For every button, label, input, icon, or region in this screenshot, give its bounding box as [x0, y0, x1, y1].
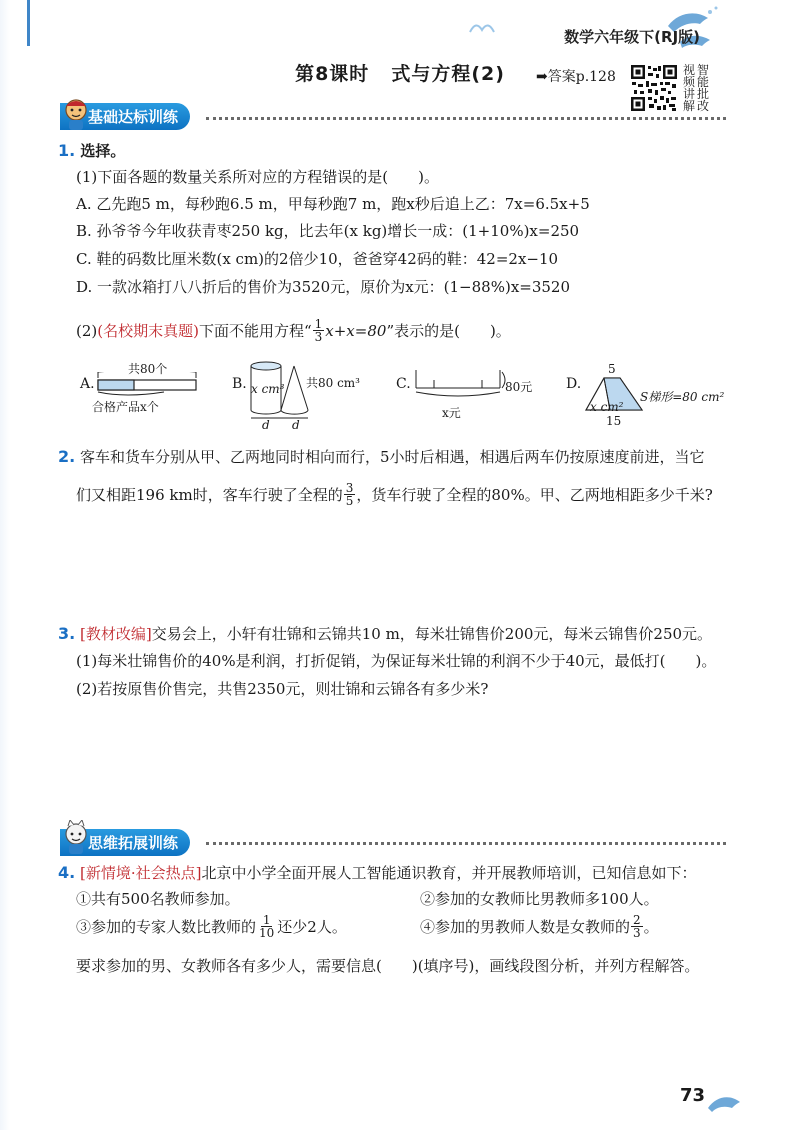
fraction: $\frac{1}{10}$ [259, 913, 275, 940]
q3-line1: 交易会上，小轩有壮锦和云锦共10 m，每米壮锦售价200元，每米云锦售价250元。 [151, 625, 713, 643]
figure-d-right: S梯形=80 cm² [640, 390, 725, 404]
figure-d-bottom: 15 [606, 414, 622, 428]
figure-a-top: 共80个 [128, 362, 168, 376]
q1-option-a[interactable]: A. 乙先跑5 m，每秒跑6.5 m，甲每秒跑7 m，跑x秒后追上乙：7x=6.5x+5 [76, 195, 590, 213]
left-edge-shade [0, 0, 10, 1130]
book-label: 数学六年级下(RJ版) [564, 28, 700, 46]
left-accent-line [27, 0, 30, 46]
question-4 [58, 862, 697, 884]
q4-info3: ③参加的专家人数比教师的 $\frac{1}{10}$ 还少2人。 [76, 913, 347, 940]
qr-caption: 视 智 频 能 讲 批 解 改 [682, 63, 709, 113]
lesson-number: 第8课时 [295, 63, 370, 85]
mascot-icon [60, 820, 92, 856]
section-basic-label: 基础达标训练 [60, 103, 190, 130]
question-number: 2. [58, 447, 76, 466]
dolphin-icon [704, 1090, 744, 1116]
page-title [0, 59, 800, 86]
figure-d-top: 5 [608, 362, 616, 376]
figure-a-label[interactable]: A. [80, 376, 95, 392]
figure-d-inner: x cm² [590, 400, 624, 414]
figure-c-label[interactable]: C. [396, 376, 411, 392]
question-3 [58, 623, 712, 645]
question-2 [58, 446, 705, 468]
q4-info4: ④参加的男教师人数是女教师的 $\frac{2}{3}$ 。 [420, 913, 659, 940]
figure-c-bar [412, 368, 508, 406]
q3-part2: (2)若按原售价售完，共售2350元，则壮锦和云锦各有多少米? [76, 680, 489, 698]
question-1 [58, 140, 125, 162]
question-stem: 选择。 [80, 142, 126, 160]
figure-c-right: 80元 [505, 380, 533, 394]
section-basic-divider [206, 117, 726, 120]
q2-line1: 客车和货车分别从甲、乙两地同时相向而行，5小时后相遇，相遇后两车仍按原速度前进，当它 [80, 448, 705, 466]
figure-c-bottom: x元 [442, 406, 461, 420]
question-number: 4. [58, 863, 76, 882]
qr-code-icon[interactable] [630, 64, 678, 112]
figure-b-right: 共80 cm³ [306, 376, 360, 390]
page-number: 73 [680, 1085, 706, 1106]
figure-a-bottom: 合格产品x个 [92, 400, 159, 414]
q4-info2: ②参加的女教师比男教师多100人。 [420, 890, 659, 908]
figure-a-bar [96, 372, 200, 398]
lesson-topic: 式与方程(2) [391, 63, 505, 85]
section-extend-label: 思维拓展训练 [60, 829, 190, 856]
fraction: $\frac{1}{3}$ [314, 317, 323, 344]
q1-option-b[interactable]: B. 孙爷爷今年收获青枣250 kg，比去年(x kg)增长一成：(1+10%)x=250 [76, 222, 580, 240]
q1-part1: (1)下面各题的数量关系所对应的方程错误的是( )。 [76, 168, 439, 186]
fraction: $\frac{2}{3}$ [633, 913, 641, 940]
question-number: 3. [58, 624, 76, 643]
q4-info1: ①共有500名教师参加。 [76, 890, 240, 908]
section-extend-divider [206, 842, 726, 845]
figure-b-d1: d [262, 418, 270, 432]
q4-ask: 要求参加的男、女教师各有多少人，需要信息( )(填序号)，画线段图分析，并列方程解答。 [76, 957, 700, 975]
mascot-icon [60, 96, 92, 132]
fraction: $\frac{3}{5}$ [345, 481, 354, 508]
figure-b-inner: x cm³ [251, 382, 285, 396]
q1-option-c[interactable]: C. 鞋的码数比厘米数(x cm)的2倍少10，爸爸穿42码的鞋：42=2x−10 [76, 250, 559, 268]
question-number: 1. [58, 141, 76, 160]
exam-tag: (名校期末真题) [97, 321, 199, 340]
q1-part2: (2) (名校期末真题) 下面不能用方程“ $\frac{1}{3}$ x+x=80 ”表示的是( )。 [76, 317, 511, 344]
q4-line1: 北京中小学全面开展人工智能通识教育，并开展教师培训，已知信息如下： [201, 864, 697, 882]
figure-d-label[interactable]: D. [566, 376, 582, 392]
figure-b-d2: d [292, 418, 300, 432]
q2-line2: 们又相距196 km时，客车行驶了全程的 $\frac{3}{5}$ ，货车行驶了全程的80%。甲、乙两地相距多少千米? [76, 481, 713, 508]
hotspot-tag: [新情境·社会热点] [80, 864, 202, 882]
q1-option-d[interactable]: D. 一款冰箱打八八折后的售价为3520元，原价为x元：(1−88%)x=3520 [76, 278, 571, 296]
q3-part1: (1)每米壮锦售价的40%是利润，打折促销，为保证每米壮锦的利润不少于40元，最低打( )。 [76, 652, 717, 670]
splash-icon [466, 16, 506, 36]
figure-b-label[interactable]: B. [232, 376, 247, 392]
textbook-tag: [教材改编] [80, 625, 152, 643]
answer-reference[interactable]: ➡答案p.128 [536, 69, 616, 85]
